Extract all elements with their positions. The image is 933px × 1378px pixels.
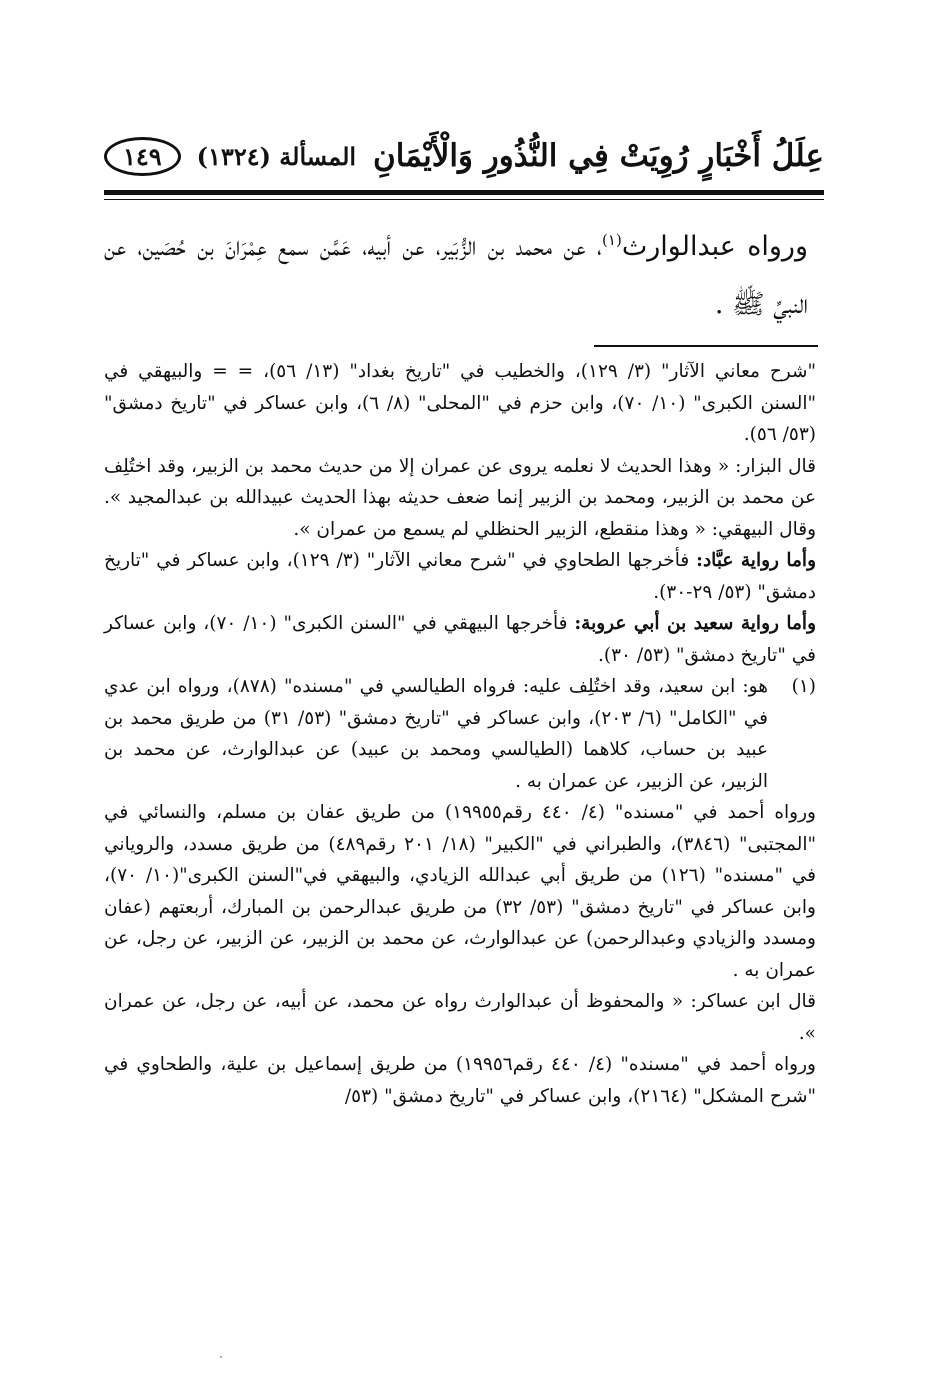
footnote-1: [104, 671, 816, 797]
footnote-continued-paragraph: قال البزار: « وهذا الحديث لا نعلمه يروى عن عمران إلا من حديث محمد بن الزبير، وقد اختُلِف عن محمد بن الزبير، ومحمد بن الزبير إنما ضعف حديثه بهذا الحديث عبيدالله بن عبدالمجيد ». وقال البيهقي: « وهذا منقطع، الزبير الحنظلي لم يسمع من عمران ».: [104, 455, 816, 540]
footnote-1-paragraph: قال ابن عساكر: « والمحفوظ أن عبدالوارث رواه عن محمد، عن أبيه، عن رجل، عن عمران ».: [104, 991, 816, 1044]
abbad-heading: وأما رواية عبَّاد:: [696, 550, 817, 571]
abbad-text: فأخرجها الطحاوي في "شرح معاني الآثار" (٣/ ١٢٩)، وابن عساكر في "تاريخ دمشق" (٥٣/ ٢٩-٣٠).: [104, 550, 816, 603]
main-text: [104, 218, 808, 334]
issue-label: المسألة (١٣٢٤): [196, 141, 357, 171]
saeed-heading: وأما رواية سعيد بن أبي عروبة:: [574, 613, 816, 634]
footnote-1-paragraph: ورواه أحمد في "مسنده" (٤/ ٤٤٠ رقم١٩٩٥٥) من طريق عفان بن مسلم، والنسائي في "المجتبى" (٣٨٤٦)، والطبراني في "الكبير" (١٨/ ٢٠١ رقم٤٨٩) من طريق مسدد، والروياني في "مسنده" (١٢٦) من طريق أبي عبدالله الزيادي، والبيهقي في"السنن الكبرى"(١٠/ ٧٠)، وابن عساكر في "تاريخ دمشق" (٥٣/ ٣٢) من طريق عبدالرحمن بن المبارك، أربعتهم (عفان ومسدد والزيادي وعبدالرحمن) عن عبدالوارث، عن محمد بن الزبير، عن الزبير، عن رجل، عن عمران به .: [104, 802, 816, 981]
header-meta: [104, 137, 356, 176]
footnote-1-paragraph: هو: ابن سعيد، وقد اختُلِف عليه: فرواه الطيالسي في "مسنده" (٨٧٨)، ورواه ابن عدي في "الكامل" (٦/ ٢٠٣)، وابن عساكر في "تاريخ دمشق" (٥٣/ ٣١) من طريق محمد بن عبيد بن حساب، كلاهما (الطيالسي ومحمد بن عبيد) عن عبدالوارث، عن محمد بن الزبير، عن الزبير، عن عمران به .: [104, 676, 768, 792]
main-text-rest: ، عن محمد بن الزُّبَير، عن أبيه، عَمَّن سمع عِمْرَانَ بن حُصَين، عن النبيِّ ﷺ .: [104, 231, 808, 320]
saeed-paragraph: [104, 608, 816, 671]
scan-speck: [220, 1356, 222, 1358]
abbad-paragraph: [104, 545, 816, 608]
page-header: [104, 128, 824, 184]
footnote-1-label: (١): [791, 676, 816, 697]
main-text-start: ورواه عبدالوارث: [621, 231, 808, 262]
footnote-1-body: [104, 671, 768, 797]
saeed-text: فأخرجها البيهقي في "السنن الكبرى" (١٠/ ٧٠)، وابن عساكر في "تاريخ دمشق" (٥٣/ ٣٠).: [104, 613, 816, 666]
footnote-1-paragraph: ورواه أحمد في "مسنده" (٤/ ٤٤٠ رقم١٩٩٥٦) من طريق إسماعيل بن علية، والطحاوي في "شرح المشكل" (٢١٦٤)، وابن عساكر في "تاريخ دمشق" (٥٣/: [104, 1054, 816, 1107]
page-number: ١٤٩: [104, 137, 181, 176]
running-title: عِلَلُ أَخْبَارٍ رُوِيَتْ فِي النُّذُورِ وَالْأَيْمَانِ: [372, 138, 824, 174]
footnote-marker[interactable]: (١): [602, 231, 622, 249]
header-rule-thin: [104, 199, 824, 200]
header-rule-thick: [104, 190, 824, 195]
footnote-separator: [594, 345, 818, 347]
footnote-continued-paragraph: "شرح معاني الآثار" (٣/ ١٢٩)، والخطيب في "تاريخ بغداد" (١٣/ ٥٦)، = = والبيهقي في "السنن الكبرى" (١٠/ ٧٠)، وابن حزم في "المحلى" (٨/ ٦)، وابن عساكر في "تاريخ دمشق" (٥٣/ ٥٦).: [104, 361, 816, 445]
footnotes: [104, 356, 816, 1112]
